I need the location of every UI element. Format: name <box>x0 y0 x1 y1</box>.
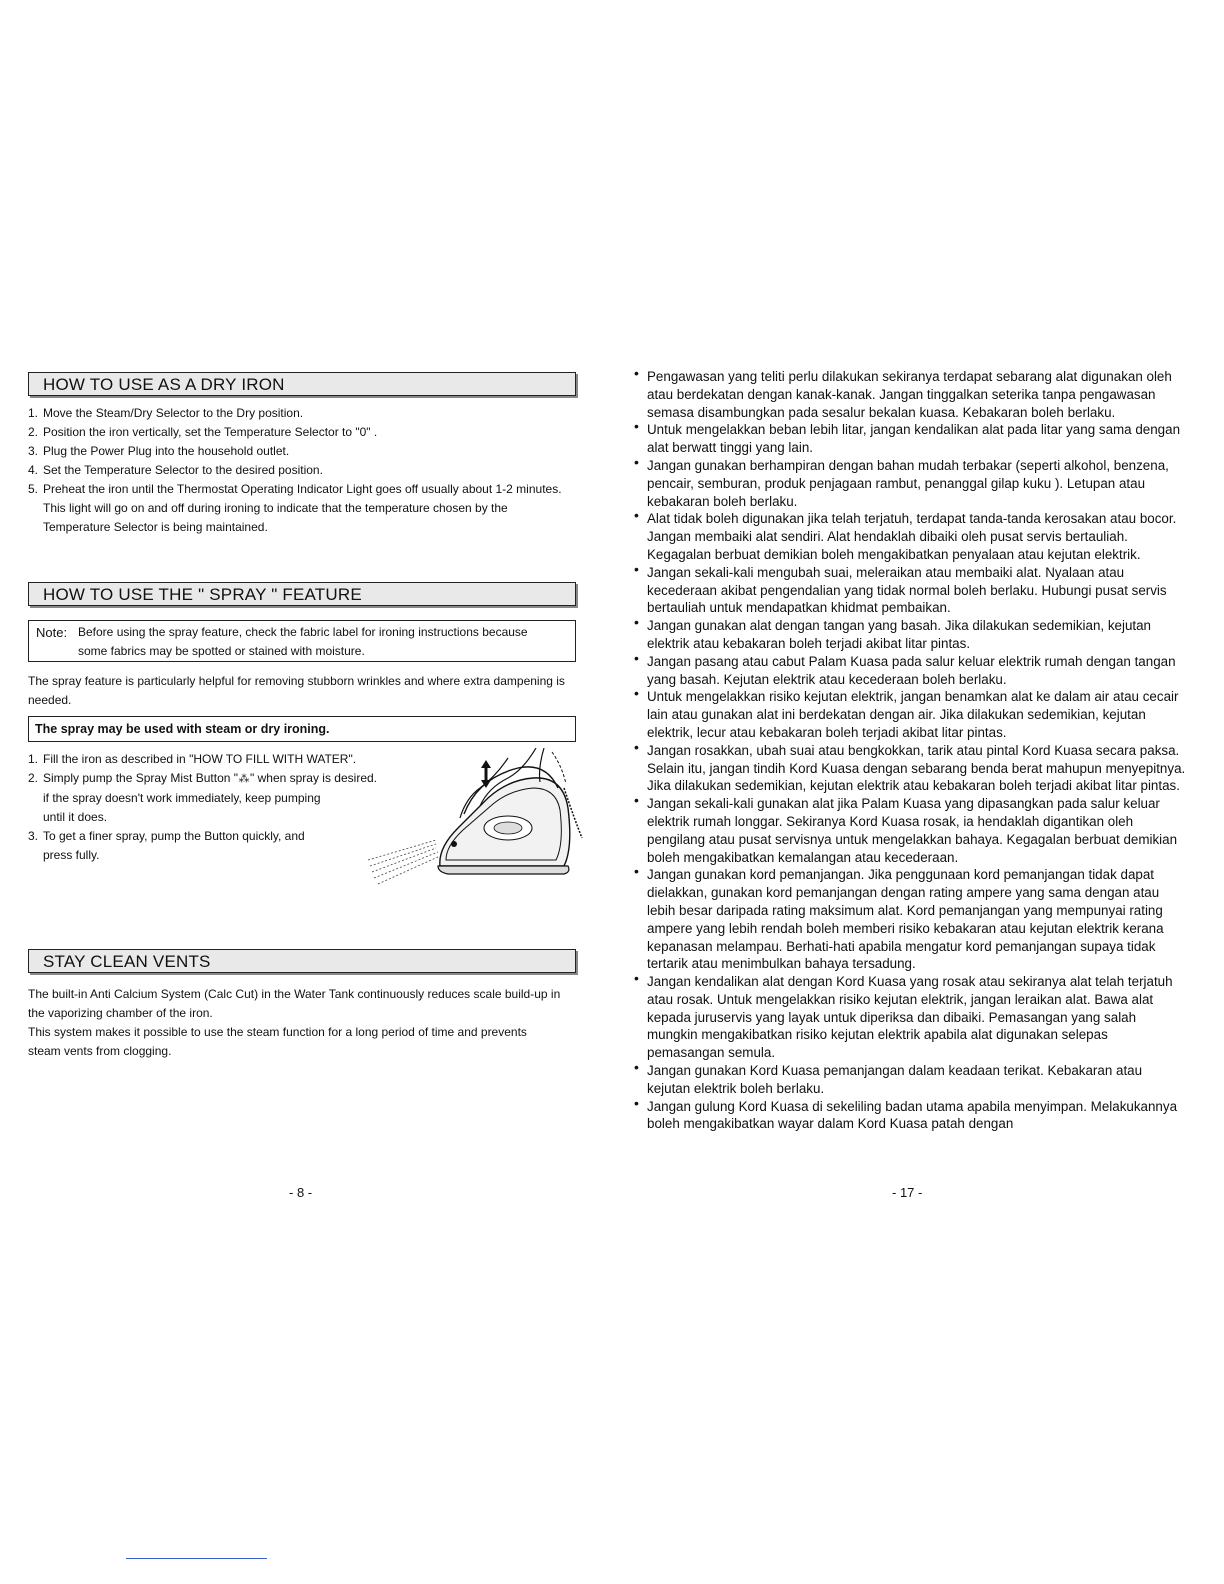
list-item: 3. To get a finer spray, pump the Button quickly, and press fully. <box>28 829 305 862</box>
list-item: • Jangan rosakkan, ubah suai atau bengkokkan, tarik atau pintal Kord Kuasa secara paksa. Selain itu, jangan tindih Kord Kuasa dengan sebarang benda berat mahupun menyepitnya. Jika dilakukan sedemikian, kejutan elektrik atau kebakaran boleh terjadi akibat litar pintas. <box>634 738 1186 794</box>
clean-vents-heading: STAY CLEAN VENTS <box>28 949 576 973</box>
bullet-dot-icon: • <box>634 649 639 666</box>
safety-bullet-list <box>632 365 1188 1133</box>
list-item: • Untuk mengelakkan risiko kejutan elektrik, jangan benamkan alat ke dalam air atau cecair lain atau gunakan alat ini berdekatan dengan air. Jika dilakukan sedemikian, kejutan elektrik, lecur atau kebakaran boleh terjadi akibat litar pintas. <box>634 685 1179 740</box>
clean-vents-para-2: This system makes it possible to use the steam function for a long period of time and prevents steam vents from clogging. <box>28 1025 527 1058</box>
left-page-number: - 8 - <box>289 1185 313 1200</box>
bullet-dot-icon: • <box>634 365 639 381</box>
list-item: • Jangan sekali-kali mengubah suai, meleraikan atau membaiki alat. Nyalaan atau kecederaan akibat pengendalian yang tidak normal boleh berlaku. Hubungi pusat servis bertauliah untuk mendapatkan khidmat pembaikan. <box>634 560 1167 616</box>
right-page <box>632 365 1188 1133</box>
list-item: • Pengawasan yang teliti perlu dilakukan sekiranya terdapat sebarang alat digunakan oleh atau berdekatan dengan kanak-kanak. Jangan tinggalkan seterika tanpa pengawasan semasa disambungkan pada sesalur bekalan kuasa. Kebakaran boleh berlaku. <box>634 365 1172 420</box>
list-item: • Jangan gunakan kord pemanjangan. Jika penggunaan kord pemanjangan tidak dapat dielakkan, gunakan kord pemanjangan dengan rating ampere yang sama dengan atau lebih besar daripada rating maksimum alat. Kord pemanjangan yang mempunyai rating ampere yang lebih rendah boleh memberi risiko kebakaran atau kejutan elektrik kerana kepanasan melampau. Berhati-hati apabila mengatur kord pemanjangan supaya tidak tertarik atau menimbulkan bahaya tersadung. <box>634 863 1164 972</box>
list-item: • Jangan sekali-kali gunakan alat jika Palam Kuasa yang dipasangkan pada salur keluar elektrik rumah longgar. Sekiranya Kord Kuasa rosak, ia hendaklah digantikan oleh pengilang atau pusat servisnya untuk mengelakkan bahaya. Kegagalan berbuat demikian boleh mengakibatkan kemalangan atau kecederaan. <box>634 792 1178 865</box>
bullet-dot-icon: • <box>634 614 639 631</box>
spray-bold-note: The spray may be used with steam or dry ironing. <box>28 716 576 742</box>
bullet-dot-icon: • <box>634 453 639 470</box>
dry-iron-heading: HOW TO USE AS A DRY IRON <box>28 372 576 396</box>
bullet-dot-icon: • <box>634 685 639 702</box>
list-item: 1. Fill the iron as described in "HOW TO FILL WITH WATER". <box>28 752 357 766</box>
spray-heading: HOW TO USE THE " SPRAY " FEATURE <box>28 582 576 606</box>
bullet-dot-icon: • <box>634 1059 639 1076</box>
footer-rule <box>126 1558 267 1559</box>
bullet-dot-icon: • <box>634 738 639 755</box>
list-item: 4. Set the Temperature Selector to the desired position. <box>28 463 323 477</box>
dry-iron-steps <box>28 404 576 537</box>
bullet-dot-icon: • <box>634 970 639 987</box>
spray-mist-icon: ⁂ <box>238 773 250 785</box>
list-item: 2. Position the iron vertically, set the Temperature Selector to "0" . <box>28 425 378 439</box>
list-item: 2. Simply pump the Spray Mist Button "⁂" when spray is desired. if the spray doesn't work immediately, keep pumping until it does. <box>28 771 377 824</box>
note-line-1: Before using the spray feature, check the fabric label for ironing instructions because <box>78 625 528 639</box>
list-item: • Jangan gunakan alat dengan tangan yang basah. Jika dilakukan sedemikian, kejutan elektrik atau kebakaran boleh terjadi akibat litar pintas. <box>634 614 1152 651</box>
list-item: • Jangan gunakan berhampiran dengan bahan mudah terbakar (seperti alkohol, benzena, pencair, semburan, produk penjagaan rambut, penanggal gilap kuku ). Letupan atau kebakaran boleh berlaku. <box>634 453 1169 509</box>
list-item: • Jangan pasang atau cabut Palam Kuasa pada salur keluar elektrik rumah dengan tangan yang basah. Kejutan elektrik atau kecederaan boleh berlaku. <box>634 649 1176 687</box>
list-item: • Untuk mengelakkan beban lebih litar, jangan kendalikan alat pada litar yang sama dengan alat berwatt tinggi yang lain. <box>634 418 1181 456</box>
list-item: • Alat tidak boleh digunakan jika telah terjatuh, terdapat tanda-tanda kerosakan atau bocor. Jangan membaiki alat sendiri. Alat hendaklah dibaiki oleh pusat servis bertauliah. Kegagalan berbuat demikian boleh mengakibatkan penyalaan atau kejutan elektrik. <box>634 507 1177 562</box>
bullet-dot-icon: • <box>634 863 639 880</box>
right-page-number: - 17 - <box>892 1185 923 1200</box>
list-item: 5. Preheat the iron until the Thermostat Operating Indicator Light goes off usually about 1-2 minutes. This light will go on and off during ironing to indicate that the temperature chosen by the Temperature Selector is being maintained. <box>28 482 562 534</box>
spray-intro: The spray feature is particularly helpful for removing stubborn wrinkles and where extra dampening is needed. <box>28 674 565 707</box>
bullet-dot-icon: • <box>634 418 639 435</box>
bullet-dot-icon: • <box>634 792 639 809</box>
clean-vents-para-1: The built-in Anti Calcium System (Calc Cut) in the Water Tank continuously reduces scale build-up in the vaporizing chamber of the iron. <box>28 987 561 1020</box>
bullet-dot-icon: • <box>634 560 639 577</box>
list-item: • Jangan gulung Kord Kuasa di sekeliling badan utama apabila menyimpan. Melakukannya boleh mengakibatkan wayar dalam Kord Kuasa patah dengan <box>634 1094 1178 1132</box>
list-item: 3. Plug the Power Plug into the household outlet. <box>28 444 290 458</box>
list-item: 1. Move the Steam/Dry Selector to the Dry position. <box>28 406 304 420</box>
note-line-2: some fabrics may be spotted or stained with moisture. <box>78 644 365 658</box>
note-label: Note: <box>36 625 68 640</box>
list-item: • Jangan gunakan Kord Kuasa pemanjangan dalam keadaan terikat. Kebakaran atau kejutan elektrik boleh berlaku. <box>634 1059 1143 1096</box>
list-item: • Jangan kendalikan alat dengan Kord Kuasa yang rosak atau sekiranya alat telah terjatuh atau rosak. Untuk mengelakkan risiko kejutan elektrik, jangan leraikan alat. Bawa alat kepada juruservis yang layak untuk diperiksa dan dibaiki. Pemasangan yang salah mungkin mengakibatkan risiko kejutan elektrik apabila alat digunakan selepas pemasangan semula. <box>634 970 1173 1061</box>
iron-spray-illustration <box>368 748 583 896</box>
bullet-dot-icon: • <box>634 1094 639 1111</box>
spray-note-box <box>28 620 576 662</box>
bullet-dot-icon: • <box>634 507 639 524</box>
